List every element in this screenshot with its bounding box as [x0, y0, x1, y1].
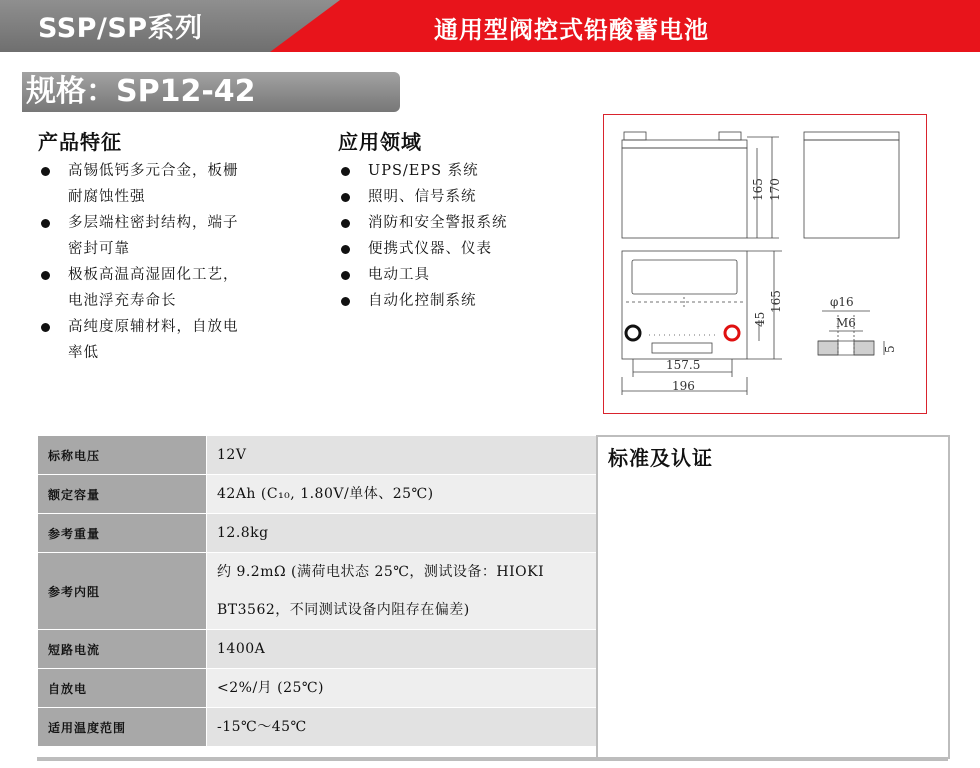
bullet-icon: [41, 167, 50, 176]
application-item: 便携式仪器、仪表: [338, 236, 598, 262]
spec-label-weight: 参考重量: [38, 514, 207, 553]
spec-value-resistance: [207, 553, 597, 630]
application-item: 照明、信号系统: [338, 184, 598, 210]
spec-value-weight: 12.8kg: [207, 514, 597, 553]
resistance-line-1: 约 9.2mΩ (满荷电状态 25℃，测试设备：HIOKI: [217, 564, 545, 580]
table-row: [38, 630, 597, 669]
bullet-icon: [41, 271, 50, 280]
standards-box: [596, 435, 950, 759]
dim-45-label: 45: [753, 311, 767, 327]
spec-value-capacity: 42Ah (C₁₀, 1.80V/单体、25℃): [207, 475, 597, 514]
application-item: UPS/EPS 系统: [338, 158, 598, 184]
standards-heading: 标准及认证: [608, 446, 713, 470]
dim-5-label: 5: [883, 345, 897, 353]
dim-170-label: 170: [768, 178, 782, 201]
application-item: 电动工具: [338, 262, 598, 288]
bottom-divider: [37, 757, 948, 761]
front-view: [622, 132, 782, 238]
feature-item: 多层端柱密封结构，端子 密封可靠: [38, 210, 308, 262]
dim-165-top-label: 165: [769, 290, 783, 313]
spec-value-voltage: 12V: [207, 436, 597, 475]
dim-phi16-label: φ16: [830, 295, 854, 309]
terminal-detail: [818, 295, 897, 355]
application-item: 消防和安全警报系统: [338, 210, 598, 236]
bullet-icon: [41, 323, 50, 332]
top-view: [622, 251, 783, 395]
table-row: [38, 436, 597, 475]
dim-157-5-label: 157.5: [666, 358, 701, 372]
spec-value-self-discharge: <2%/月 (25℃): [207, 669, 597, 708]
side-view: [804, 132, 899, 238]
applications-list: [338, 158, 598, 314]
battery-dimension-drawing: [603, 114, 927, 414]
dim-m6-label: M6: [836, 316, 856, 330]
spec-label-voltage: 标称电压: [38, 436, 207, 475]
feature-item: 极板高温高湿固化工艺， 电池浮充寿命长: [38, 262, 308, 314]
bullet-icon: [341, 271, 350, 280]
header-banner: [0, 0, 980, 52]
model-label: 规格：SP12-42: [26, 74, 256, 109]
bullet-icon: [341, 219, 350, 228]
features-heading: 产品特征: [38, 130, 122, 154]
series-title: SSP/SP系列: [38, 13, 203, 44]
features-list: [38, 158, 308, 366]
table-row: [38, 553, 597, 630]
spec-value-temperature: -15℃～45℃: [207, 708, 597, 747]
table-row: [38, 669, 597, 708]
positive-terminal-icon: [725, 326, 739, 340]
resistance-line-2: BT3562，不同测试设备内阻存在偏差): [217, 602, 470, 618]
spec-table: [37, 435, 597, 747]
dim-165-side-label: 165: [751, 178, 765, 201]
bullet-icon: [341, 167, 350, 176]
dimension-drawing-svg: [604, 115, 926, 413]
table-row: [38, 475, 597, 514]
spec-label-short-circuit: 短路电流: [38, 630, 207, 669]
spec-label-self-discharge: 自放电: [38, 669, 207, 708]
bullet-icon: [341, 245, 350, 254]
bullet-icon: [341, 193, 350, 202]
feature-item: 高锡低钙多元合金，板栅 耐腐蚀性强: [38, 158, 308, 210]
table-row: [38, 708, 597, 747]
table-row: [38, 514, 597, 553]
negative-terminal-icon: [626, 326, 640, 340]
applications-heading: 应用领域: [338, 130, 422, 154]
product-title: 通用型阀控式铅酸蓄电池: [434, 16, 709, 44]
application-item: 自动化控制系统: [338, 288, 598, 314]
bullet-icon: [341, 297, 350, 306]
spec-label-temperature: 适用温度范围: [38, 708, 207, 747]
feature-item: 高纯度原辅材料，自放电 率低: [38, 314, 308, 366]
spec-value-short-circuit: 1400A: [207, 630, 597, 669]
spec-label-capacity: 额定容量: [38, 475, 207, 514]
dim-196-label: 196: [672, 379, 695, 393]
spec-label-resistance: 参考内阻: [38, 553, 207, 630]
bullet-icon: [41, 219, 50, 228]
